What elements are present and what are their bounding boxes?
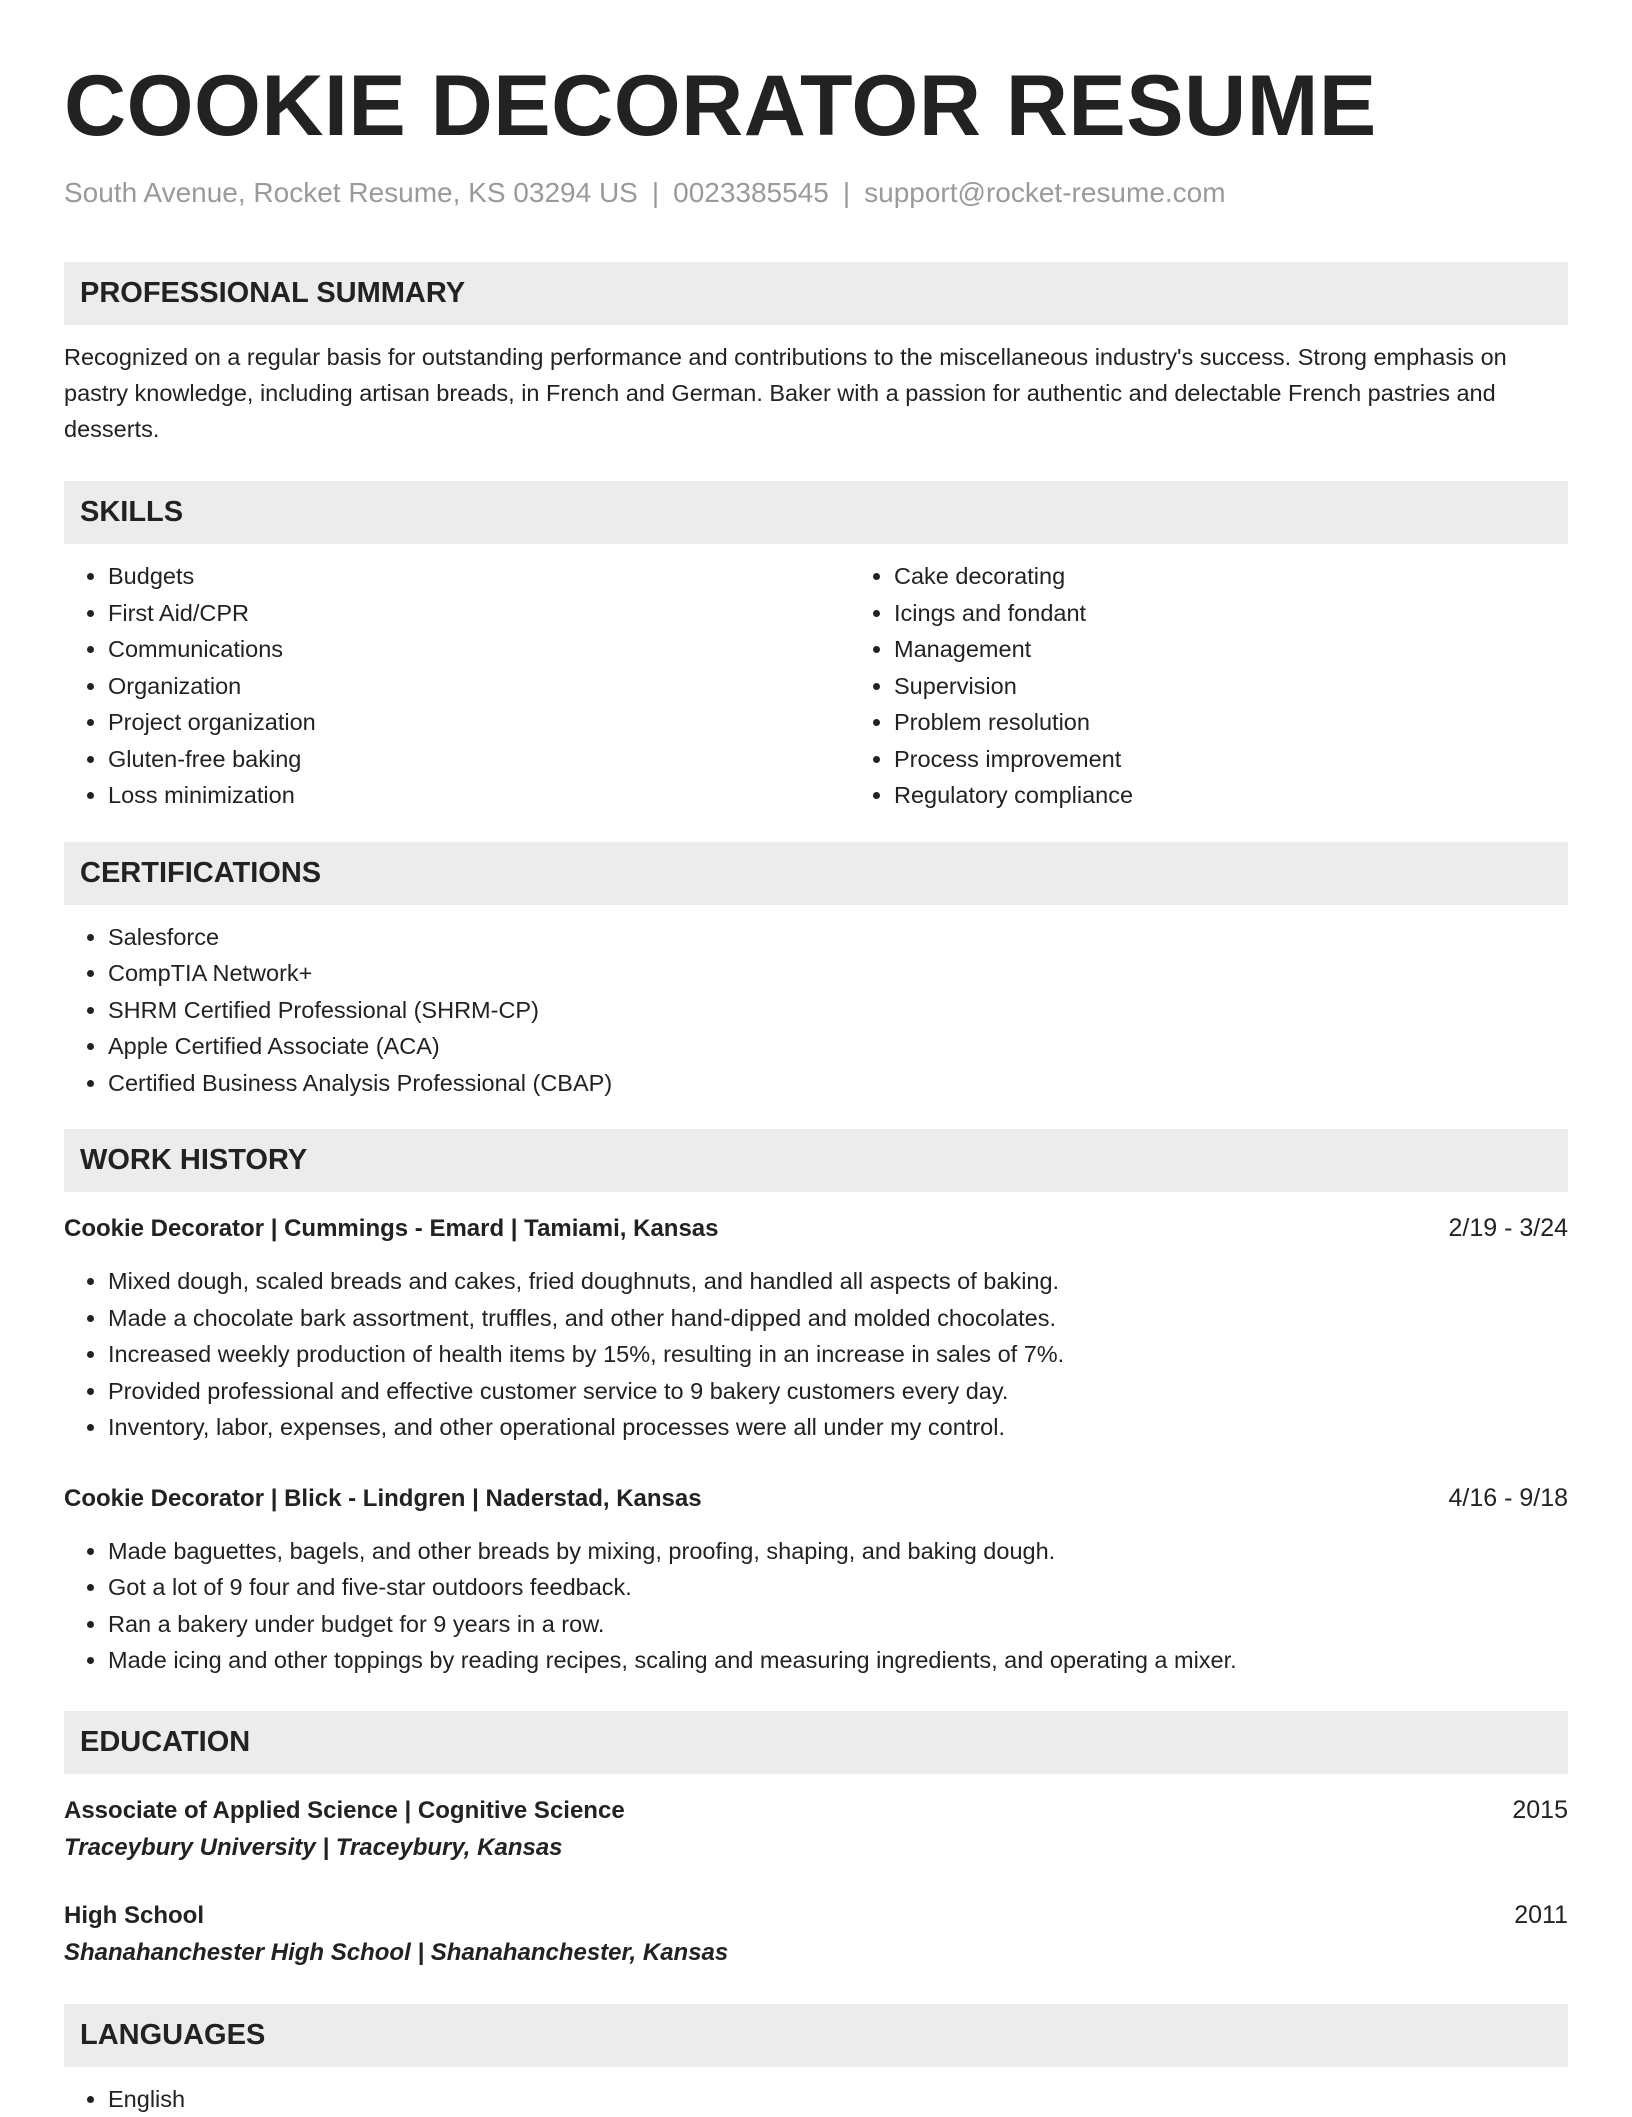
education-school: Traceybury University | Traceybury, Kansas [64,1829,1568,1867]
list-item: • Certified Business Analysis Professional (CBAP) [108,1065,1568,1102]
job-title: Cookie Decorator | Blick - Lindgren | Naderstad, Kansas [64,1481,702,1517]
education-year: 2015 [1512,1792,1568,1828]
job-bullets [64,1533,1568,1679]
list-item: • Budgets [108,558,850,595]
section-heading-certifications: CERTIFICATIONS [64,842,1568,905]
job-bullet: • Ran a bakery under budget for 9 years in a row. [108,1606,1568,1643]
job-bullet: • Mixed dough, scaled breads and cakes, fried doughnuts, and handled all aspects of baking. [108,1263,1568,1300]
job-dates: 4/16 - 9/18 [1448,1480,1568,1516]
contact-line [64,176,1568,210]
list-item: • Loss minimization [108,777,850,814]
list-item: • Project organization [108,704,850,741]
phone: 0023385545 [673,177,829,208]
job-header [64,1210,1568,1247]
education-school: Shanahanchester High School | Shanahanchester, Kansas [64,1934,1568,1972]
education-entry [64,1897,1568,1972]
job-bullet: • Made baguettes, bagels, and other breads by mixing, proofing, shaping, and baking dough. [108,1533,1568,1570]
job-entry [64,1480,1568,1679]
resume-title: COOKIE DECORATOR RESUME [64,56,1568,156]
work-history-list [64,1210,1568,1679]
list-item: • Supervision [894,668,1133,705]
education-list [64,1792,1568,1972]
job-bullet: • Made icing and other toppings by reading recipes, scaling and measuring ingredients, and operating a mixer. [108,1642,1568,1679]
list-item: • Apple Certified Associate (ACA) [108,1028,1568,1065]
job-bullet: • Increased weekly production of health items by 15%, resulting in an increase in sales of 7%. [108,1336,1568,1373]
section-heading-work-history: WORK HISTORY [64,1129,1568,1192]
education-degree: Associate of Applied Science | Cognitive Science [64,1793,625,1829]
education-degree: High School [64,1898,204,1934]
list-item: • CompTIA Network+ [108,955,1568,992]
list-item: • Communications [108,631,850,668]
skills-column-left [64,558,850,814]
job-bullet: • Inventory, labor, expenses, and other operational processes were all under my control. [108,1409,1568,1446]
job-bullets [64,1263,1568,1446]
list-item: • Process improvement [894,741,1133,778]
education-year: 2011 [1514,1897,1568,1933]
education-entry [64,1792,1568,1867]
job-bullet: • Made a chocolate bark assortment, truffles, and other hand-dipped and molded chocolates. [108,1300,1568,1337]
education-header [64,1792,1568,1829]
list-item: • SHRM Certified Professional (SHRM-CP) [108,992,1568,1029]
summary-text: Recognized on a regular basis for outstanding performance and contributions to the miscellaneous industry's success. Strong emphasis on pastry knowledge, including artisan breads, in French and German. Baker with a passion for authentic and delectable French pastries and desserts. [64,339,1568,447]
section-heading-summary: PROFESSIONAL SUMMARY [64,262,1568,325]
skills-column-right [850,558,1133,814]
job-title: Cookie Decorator | Cummings - Emard | Tamiami, Kansas [64,1211,719,1247]
list-item: • Gluten-free baking [108,741,850,778]
list-item: • Regulatory compliance [894,777,1133,814]
list-item: • Icings and fondant [894,595,1133,632]
section-heading-skills: SKILLS [64,481,1568,544]
skills-list [64,544,1568,814]
job-header [64,1480,1568,1517]
job-dates: 2/19 - 3/24 [1448,1210,1568,1246]
list-item: • Salesforce [108,919,1568,956]
contact-separator: | [652,177,659,208]
job-bullet: • Provided professional and effective customer service to 9 bakery customers every day. [108,1373,1568,1410]
education-header [64,1897,1568,1934]
certifications-list [64,919,1568,1102]
list-item: • Management [894,631,1133,668]
list-item: • Organization [108,668,850,705]
list-item: • Cake decorating [894,558,1133,595]
job-bullet: • Got a lot of 9 four and five-star outdoors feedback. [108,1569,1568,1606]
section-heading-languages: LANGUAGES [64,2004,1568,2067]
list-item: • Problem resolution [894,704,1133,741]
email: support@rocket-resume.com [864,177,1225,208]
job-entry [64,1210,1568,1446]
address: South Avenue, Rocket Resume, KS 03294 US [64,177,638,208]
list-item: • First Aid/CPR [108,595,850,632]
list-item: • English [108,2081,1568,2117]
section-heading-education: EDUCATION [64,1711,1568,1774]
contact-separator: | [843,177,850,208]
